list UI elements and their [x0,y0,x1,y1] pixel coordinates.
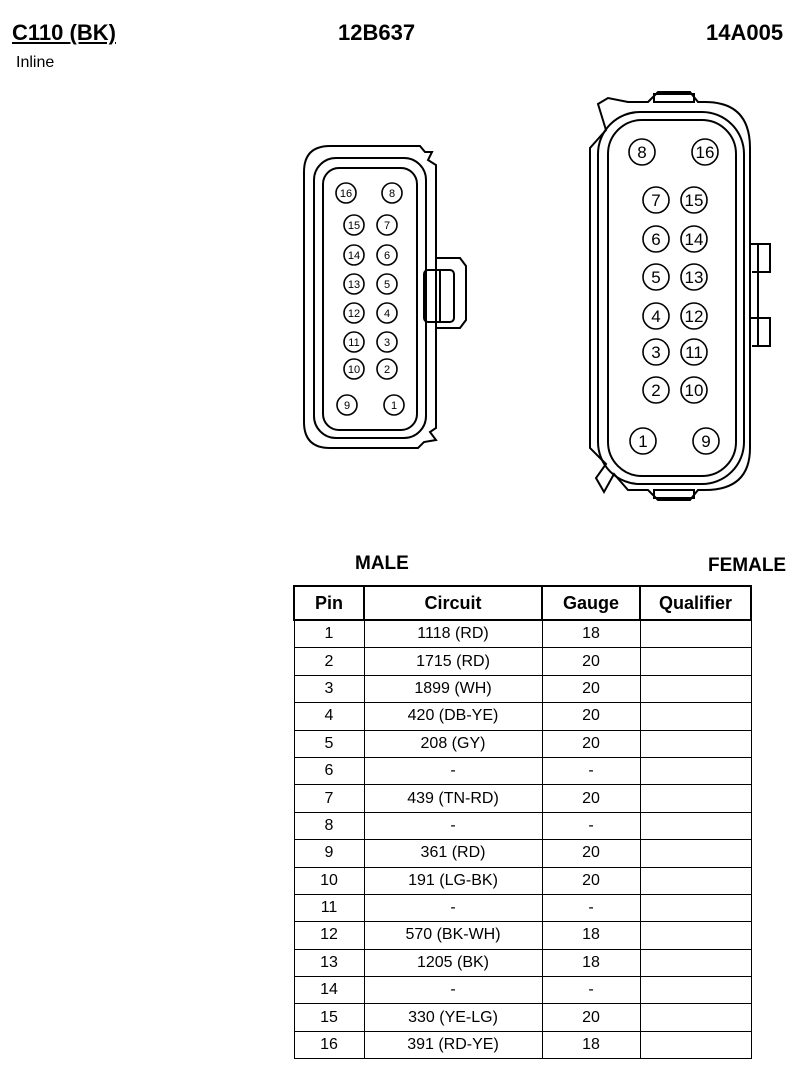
female-pin-label: 5 [651,268,661,288]
cell-pin: 3 [294,675,364,702]
male-pin-label: 15 [347,219,361,232]
cell-qualifier [640,840,751,867]
cell-pin: 6 [294,757,364,784]
female-pin-label: 3 [651,343,661,363]
cell-pin: 5 [294,730,364,757]
header-pin: Pin [294,586,364,620]
male-pin-label: 14 [347,249,361,262]
female-pin-label: 16 [695,143,715,163]
table-row [294,867,751,894]
cell-gauge: 20 [542,730,640,757]
cell-qualifier [640,1004,751,1031]
male-pin-label: 2 [383,363,391,376]
cell-circuit: - [364,977,542,1004]
table-row [294,1031,751,1058]
female-part-number: 14A005 [706,20,784,45]
header-gauge: Gauge [542,586,640,620]
cell-pin: 10 [294,867,364,894]
male-pin-group [336,183,404,415]
cell-qualifier [640,867,751,894]
cell-pin: 4 [294,703,364,730]
female-connector-body [590,92,770,500]
male-pin-label: 16 [339,187,353,200]
table-row [294,785,751,812]
female-pin-label: 10 [684,381,704,401]
cell-qualifier [640,977,751,1004]
male-pin-label: 3 [383,336,391,349]
cell-qualifier [640,620,751,648]
male-pin-label: 6 [383,249,391,262]
cell-pin: 7 [294,785,364,812]
cell-pin: 11 [294,894,364,921]
cell-circuit: 1899 (WH) [364,675,542,702]
male-pin-label: 7 [383,219,391,232]
cell-qualifier [640,648,751,675]
table-row [294,730,751,757]
cell-gauge: 18 [542,620,640,648]
cell-pin: 2 [294,648,364,675]
female-pin-label: 13 [684,268,704,288]
cell-gauge: 20 [542,785,640,812]
male-part-number: 12B637 [338,20,416,45]
male-pin-label: 5 [383,278,391,291]
cell-pin: 12 [294,922,364,949]
female-pin-label: 2 [651,381,661,401]
cell-qualifier [640,703,751,730]
cell-gauge: 18 [542,922,640,949]
table-row [294,922,751,949]
cell-pin: 8 [294,812,364,839]
table-row [294,949,751,976]
cell-qualifier [640,812,751,839]
female-pin-label: 7 [651,191,661,211]
cell-gauge: 20 [542,648,640,675]
cell-qualifier [640,1031,751,1058]
table-row [294,977,751,1004]
cell-pin: 14 [294,977,364,1004]
cell-gauge: 20 [542,840,640,867]
cell-gauge: - [542,894,640,921]
cell-circuit: - [364,812,542,839]
table-header-row [294,586,751,620]
female-pin-group [629,139,719,454]
cell-circuit: 391 (RD-YE) [364,1031,542,1058]
table-row [294,1004,751,1031]
cell-qualifier [640,922,751,949]
male-pin-label: 12 [347,307,361,320]
table-row [294,620,751,648]
cell-pin: 9 [294,840,364,867]
table-row [294,840,751,867]
female-pin-label: 11 [685,343,703,363]
male-pin-label: 8 [388,187,396,200]
connector-id: C110 (BK) [12,20,116,45]
female-pin-label: 6 [651,230,661,250]
cell-gauge: - [542,812,640,839]
cell-gauge: 20 [542,867,640,894]
table-row [294,894,751,921]
male-pin-label: 9 [343,399,351,412]
cell-qualifier [640,675,751,702]
cell-circuit: 1118 (RD) [364,620,542,648]
cell-circuit: 208 (GY) [364,730,542,757]
female-pin-label: 4 [651,307,661,327]
male-pin-label: 13 [347,278,361,291]
female-pin-label: 15 [684,191,704,211]
male-pin-label: 1 [390,399,398,412]
connector-diagram [0,0,806,540]
cell-gauge: 20 [542,675,640,702]
cell-gauge: - [542,757,640,784]
cell-circuit: 330 (YE-LG) [364,1004,542,1031]
cell-pin: 1 [294,620,364,648]
cell-qualifier [640,785,751,812]
female-pin-label: 12 [684,307,704,327]
cell-qualifier [640,894,751,921]
header-circuit: Circuit [364,586,542,620]
cell-gauge: - [542,977,640,1004]
cell-qualifier [640,730,751,757]
table-row [294,812,751,839]
cell-circuit: 439 (TN-RD) [364,785,542,812]
pinout-table [293,585,752,1059]
female-pin-label: 8 [637,143,647,163]
female-pin-label: 14 [684,230,704,250]
cell-circuit: 1205 (BK) [364,949,542,976]
cell-pin: 16 [294,1031,364,1058]
connector-type: Inline [16,54,55,71]
cell-circuit: - [364,757,542,784]
female-label: FEMALE [708,555,787,576]
table-row [294,675,751,702]
cell-gauge: 20 [542,703,640,730]
cell-circuit: - [364,894,542,921]
female-pin-label: 9 [701,432,711,452]
header-qualifier: Qualifier [640,586,751,620]
cell-gauge: 18 [542,949,640,976]
cell-qualifier [640,949,751,976]
table-row [294,757,751,784]
male-pin-label: 10 [347,363,361,376]
cell-pin: 13 [294,949,364,976]
male-pin-label: 4 [383,307,391,320]
cell-pin: 15 [294,1004,364,1031]
table-row [294,703,751,730]
cell-circuit: 191 (LG-BK) [364,867,542,894]
cell-circuit: 570 (BK-WH) [364,922,542,949]
cell-gauge: 20 [542,1004,640,1031]
cell-circuit: 1715 (RD) [364,648,542,675]
table-row [294,648,751,675]
cell-qualifier [640,757,751,784]
cell-circuit: 361 (RD) [364,840,542,867]
cell-circuit: 420 (DB-YE) [364,703,542,730]
cell-gauge: 18 [542,1031,640,1058]
male-label: MALE [355,553,409,574]
female-pin-label: 1 [638,432,648,452]
male-pin-label: 11 [348,336,360,349]
